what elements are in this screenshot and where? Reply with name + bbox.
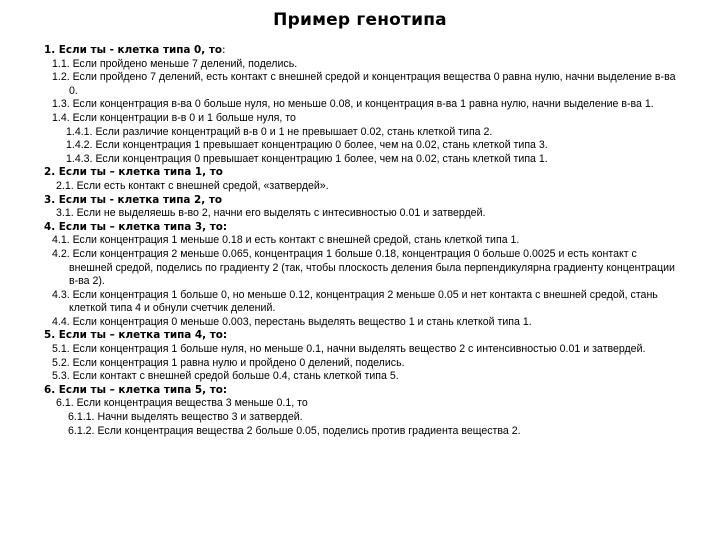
rule-item-5-1: 5.1. Если концентрация 1 больше нуля, но меньше 0.1, начни выделять вещество 2 с интенсивностью 0.01 и затвердей. xyxy=(52,343,646,356)
rule-heading-4: 4. Если ты – клетка типа 3, то: xyxy=(44,220,228,233)
rule-item-3-1: 3.1. Если не выделяешь в-во 2, начни его выделять с интесивностью 0.01 и затвердей. xyxy=(56,207,486,220)
rule-heading-6: 6. Если ты – клетка типа 5, то: xyxy=(44,383,228,396)
rule-item-4-3: 4.3. Если концентрация 1 больше 0, но меньше 0.12, концентрация 2 меньше 0.05 и нет контакта с внешней средой, стань клеткой типа 4 и обнули счетчик делений. xyxy=(52,288,658,315)
rule-item-6-1-2: 6.1.2. Если концентрация вещества 2 больше 0.05, поделись против градиента вещества 2. xyxy=(68,424,521,437)
rule-item-6-1-1: 6.1.1. Начни выделять вещество 3 и затвердей. xyxy=(68,411,303,424)
rule-item-1-4: 1.4. Если концентрации в-в 0 и 1 больше нуля, то xyxy=(52,111,296,124)
rule-heading-3: 3. Если ты - клетка типа 2, то xyxy=(44,193,223,206)
rule-item-6-1: 6.1. Если концентрация вещества 3 меньше 0.1, то xyxy=(56,397,308,410)
rule-item-2-1: 2.1. Если есть контакт с внешней средой, «затвердей». xyxy=(56,179,329,192)
rule-item-1-4-3: 1.4.3. Если концентрация 0 превышает концентрацию 1 более, чем на 0.02, стань клеткой типа 1. xyxy=(66,152,548,165)
rule-heading-5: 5. Если ты – клетка типа 4, то: xyxy=(44,329,228,342)
rule-item-5-2: 5.2. Если концентрация 1 равна нулю и пройдено 0 делений, поделись. xyxy=(52,356,405,369)
page-title: Пример генотипа xyxy=(273,10,447,30)
rule-item-1-2: 1.2. Если пройдено 7 делений, есть контакт с внешней средой и концентрация вещества 0 равна нулю, начни выделение в-ва 0. xyxy=(52,71,676,97)
rule-heading-1 xyxy=(44,44,680,58)
rule-item-4-2: 4.2. Если концентрация 2 меньше 0.065, концентрация 1 больше 0.18, концентрация 0 больше 0.0025 и есть контакт с внешней средой, поделись по градиенту 2 (так, чтобы плоскость деления была перпендикулярна градиенту концентрации в-ва 2). xyxy=(52,247,675,288)
rule-item-4-4: 4.4. Если концентрация 0 меньше 0.003, перестань выделять вещество 1 и стань клеткой типа 1. xyxy=(52,315,532,328)
rule-item-4-1: 4.1. Если концентрация 1 меньше 0.18 и есть контакт с внешней средой, стань клеткой типа 1. xyxy=(52,234,520,247)
rule-item-1-3: 1.3. Если концентрация в-ва 0 больше нуля, но меньше 0.08, и концентрация в-ва 1 равна нулю, начни выделение в-ва 1. xyxy=(52,98,654,111)
rule-item-5-3: 5.3. Если контакт с внешней средой больше 0.4, стань клеткой типа 5. xyxy=(52,370,399,383)
rule-heading-2: 2. Если ты – клетка типа 1, то xyxy=(44,166,223,179)
rule-heading-colon: : xyxy=(222,44,226,56)
rule-item-1-4-2: 1.4.2. Если концентрация 1 превышает концентрацию 0 более, чем на 0.02, стань клеткой типа 3. xyxy=(66,139,548,152)
rule-item-1-4-1: 1.4.1. Если различие концентраций в-в 0 и 1 не превышает 0.02, стань клеткой типа 2. xyxy=(66,125,493,138)
rule-item-1-1: 1.1. Если пройдено меньше 7 делений, поделись. xyxy=(52,57,298,70)
rule-heading-text: 1. Если ты - клетка типа 0, то xyxy=(44,44,223,56)
genotype-rules-list xyxy=(44,44,680,438)
